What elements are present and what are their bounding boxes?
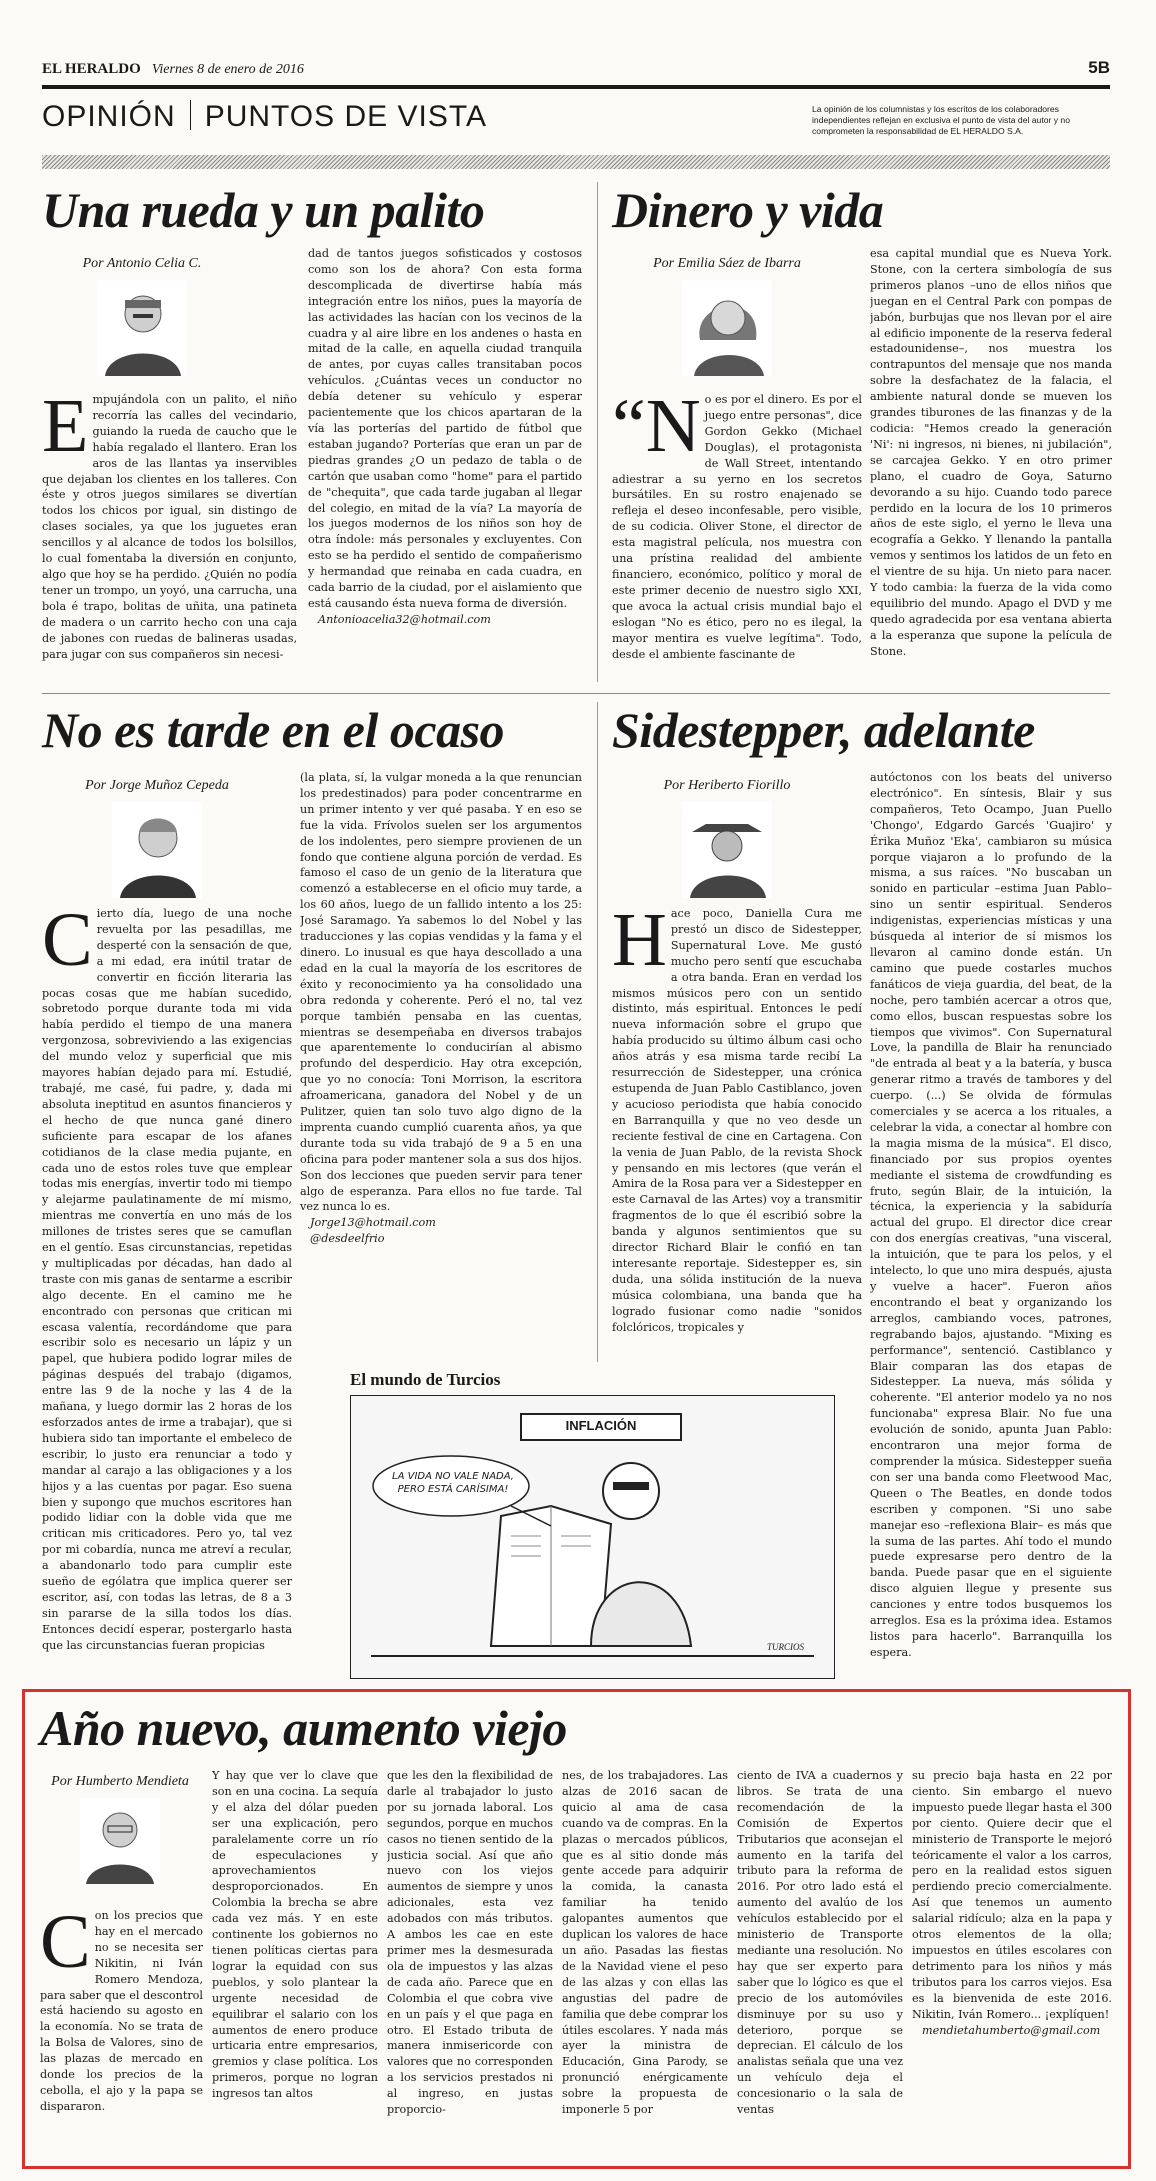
article-sidestepper: [612, 702, 1112, 762]
drop-cap: C: [42, 906, 93, 982]
page-number: 5B: [1088, 58, 1110, 77]
article-body: que les den la flexibilidad de darle al trabajador lo justo por su jornada laboral. Los segundos, porque en muchos casos no tienen sentido de la justicia social. Así que año nuevo con los viejos aumentos de siempre y unos adicionales, esta vez adobados con más tributos. A ambos les cae en este primer mes la desmesurada ola de impuestos y las alzas de cada año. Parece que en Colombia el que cobra vive en un país y el que paga en otro. El Estado tributa de manera inmisericorde con valores que no corresponden a los servicios prestados ni al ingreso, en justas proporcio-: [387, 1769, 553, 2117]
cartoon-sign: INFLACIÓN: [565, 1418, 637, 1433]
section-name: OPINIÓN: [42, 100, 176, 133]
article-body: ierto día, luego de una noche revuelta por las pesadillas, me desperté con la sensación de que, a mi edad, era inútil tratar de convertir en ficción literaria las pocas cosas que me habían sucedido, sobretodo porque durante toda mi vida había perdido el tiempo de una manera vergonzosa, sobreviviendo a las exigencias del mundo veloz y superficial que mis mayores habían dejado para mí. Estudié, trabajé, me casé, fui padre, y, dada mi absoluta ineptitud en asuntos financieros y el hecho de que nunca gané dinero suficiente para escapar de los afanes cotidianos de la clase media pujante, en cada uno de estos roles tuve que emplear todas mis energías, invertir todo mi tiempo y alejarme paulatinamente de mí mismo, mientras me convertía en uno más de los millones de tristes seres que se camuflan en el gentío. Esas circunstancias, repetidas y multiplicadas por décadas, han dado al traste con mis ganas de sentarme a escribir algo decente. En el camino me he encontrado con personas que critican mi escasa valentía, recordándome que para escribir solo es necesario un lápiz y un papel, que hubiera podido lograr miles de páginas después del trabajo (digamos, entre las 9 de la noche y las 4 de la mañana, y luego dormir las 2 horas de los esforzados antes de irme a trabajar), que si hubiera sido tan importante el embeleco de escribir, lo justo era renunciar a todo y mandar al carajo a las obligaciones y a los hijos y a las cuentas por pagar. Eso suena bien y supongo que muchos escritores han podido lidiar con la doble vida que me critican mis criticadores. Pero yo, tal vez por mi cobardía, nunca me atreví a recular, a abandonarlo todo para cumplir este sueño de ególatra que implica querer ser escritor, así, con todas las letras, de 8 a 3 sin pararse de la silla todos los días. Entonces decidí esperar, postergarlo hasta que las circunstancias fueran propicias: [42, 907, 292, 1652]
article-no-es-tarde: [42, 702, 582, 762]
article-body: ace poco, Daniella Cura me prestó un disco de Sidestepper, Supernatural Love. Me gustó mucho pero sentí que escuchaba a otra banda. Eran en verdad los mismos músicos pero con un sentido distinto, más espiritual. Entonces le pedí nueva información sobre el grupo que había producido su último álbum casi ocho años atrás y esa misma tarde recibí La resurrección de Sidestepper, una crónica estupenda de Juan Pablo Castiblanco, joven y acucioso periodista que había conocido en Barranquilla y que no veo desde un reciente festival de cine en Cartagena. Con la venia de Juan Pablo, de la revista Shock y pensando en mis lectores (que verán el Amira de la Rosa para ver a Sidestepper en este Carnaval de las Artes) voy a transmitir fragmentos de lo que él escribió sobre la banda y algunos sentimientos que su director Richard Blair le confió en tan interesante reportaje. Sidestepper es, sin duda, una sólida institución de la nueva música colombiana, una banda que ha logrado fusionar como nadie "sonidos folclóricos, tropicales y: [612, 907, 862, 1334]
article-column: [308, 246, 582, 682]
article-ano-nuevo: [40, 1700, 740, 1760]
issue-date: Viernes 8 de enero de 2016: [151, 62, 304, 77]
article-body: (la plata, sí, la vulgar moneda a la que renuncian los predestinados) para poder concentrarme en un primer intento y ver qué pasaba. Y en eso se fue la vida. Frívolos suelen ser los argumentos de los indolentes, pero siempre provienen de un fondo que contiene alguna porción de verdad. Es famoso el caso de un genio de la literatura que comenzó a establecerse en el oficio muy tarde, a los 60 años, luego de un fallido intento a los 25: José Saramago. Ya sabemos lo del Nobel y las traducciones y las copias vendidas y la fama y el dinero. Lo inusual es que haya descollado a una edad en la cual la mayoría de los escritores de éxito y reconocimiento ya ha consolidado una obra redonda y coherente. Peró el no, tal vez porque también pensaba en las cuentas, mientras se desempeñaba en diversos trabajos que aparentemente lo conducirían al abismo profundo del desperdicio. Hay otra excepción, que yo no conocía: Toni Morrison, la escritora afroamericana, ganadora del Nobel y de un Pulitzer, quien tan solo tuvo algo digno de la imprenta cuando cumplió cuarenta años, ya que durante toda su vida trabajó de 9 a 5 en una oficina para poder mantener sola a sus dos hijos. Son dos lecciones que pueden servir para tener algo de esperanza. Para ellos no fue tarde. Tal vez nunca lo es.: [300, 771, 582, 1214]
cartoon-title: El mundo de Turcios: [350, 1370, 501, 1389]
byline-block: [42, 770, 272, 898]
editorial-cartoon: [350, 1395, 835, 1679]
masthead: [42, 58, 1110, 82]
article-title: No es tarde en el ocaso: [42, 702, 505, 758]
author-photo: [682, 280, 772, 376]
article-column: [300, 770, 582, 1360]
article-title: Una rueda y un palito: [42, 182, 485, 238]
article-column: [387, 1768, 553, 2160]
article-body: Y hay que ver lo clave que son en una cocina. La sequía y el alza del dólar pueden ser una explicación, pero paralelamente corre un río de especulaciones y aprovechamientos desproporcionados. En Colombia la brecha se abre cada vez más. Y en este continente los gobiernos no tienen políticas ciertas para lograr la equidad con sus pueblos, y solo plantear la urgente necesidad de equilibrar el salario con los aumentos de enero produce urticaria entre empresarios, gremios y clase política. Los primeros, porque no logran ingresos tan altos: [212, 1769, 378, 2101]
section-heading: [42, 100, 487, 140]
author-email: Antonioacelia32@hotmail.com: [318, 612, 491, 626]
article-body: esa capital mundial que es Nueva York. Stone, con la certera simbología de sus primeros planos –uno de ellos niños que juegan en el Central Park con pompas de jabón, burbujas que nos llevan por el aire al edificio imponente de la reserva federal estadounidense–, nos muestra los contrapuntos del mensaje que nos manda sobre la desfachatez de la falacia, el ambiente natural donde se mueven los grandes tiburones de las finanzas y de la codicia: "Hemos creado la generación 'Ni': ni ingresos, ni bienes, ni jubilación", se carcajea Gekko. Y en otro primer plano, el cuadro de Goya, Saturno devorando a su hijo. Cuando todo parece perdido en la locura de los 10 primeros años de este siglo, el yerno le lleva una ecografía a Gekko. Y llenando la pantalla vemos y sentimos los latidos de un feto en el vientre de su hija. Un nieto para nacer. Y todo cambia: la fuerza de la vida como equilibrio del mundo. Apago el DVD y me quedo agradecida por esa ventana abierta a la esperanza que supone la película de Stone.: [870, 247, 1112, 658]
subsection-name: PUNTOS DE VISTA: [204, 100, 487, 133]
article-body: o es por el dinero. Es por el juego entre personas", dice Gordon Gekko (Michael Douglas), el protagonista de Wall Street, intentando adiestrar a su yerno en los secretos bursátiles. En su rostro enajenado se refleja el deseo inconfesable, pero visible, de su codicia. Oliver Stone, el director de esta magistral película, nos muestra con una prístina realidad del ambiente financiero, económico, político y moral de este primer decenio de nuestro siglo XXI, que avoca la actual crisis mundial bajo el eslogan "No es ético, pero no es ilegal, la mayor mentira es vuelve legítima". Todo, desde el ambiente fascinante de: [612, 393, 862, 661]
article-column: [212, 1768, 378, 2160]
article-body: on los precios que hay en el mercado no se necesita ser Nikitin, ni Iván Romero Mendoza, para saber que el descontrol está haciendo su agosto en la economía. No se trata de la Bolsa de Valores, sino de las plazas de mercado en donde los precios de la cebolla, el ajo y la papa se dispararon.: [40, 1909, 203, 2113]
article-column: [912, 1768, 1112, 2160]
article-column: [737, 1768, 903, 2160]
article-column: [562, 1768, 728, 2160]
author-photo: [80, 1798, 160, 1884]
section-divider: [42, 693, 1110, 694]
article-column: [40, 1908, 203, 2158]
column-divider: [597, 182, 598, 682]
decorative-hatch-band: [42, 155, 1110, 169]
cartoon-signature: TURCIOS: [766, 1642, 804, 1652]
author-photo: [682, 802, 772, 898]
drop-cap: E: [42, 392, 89, 468]
header-rule: [42, 85, 1110, 89]
drop-cap: “N: [612, 392, 701, 468]
article-body: ciento de IVA a cuadernos y libros. Se trata de una recomendación de la Comisión de Expertos Tributarios que aconsejan el aumento en la tarifa del tributo para la reforma de 2016. Por otro lado está el aumento del avalúo de los vehículos establecido por el ministerio de Transporte mediante una resolución. No hay que ser experto para saber que lo lógico es que el precio de los automóviles disminuye por su uso y deterioro, porque se deprecian. El cálculo de los analistas señala que una vez un vehículo deja el concesionario o la sala de ventas: [737, 1769, 903, 2117]
article-body: su precio baja hasta en 22 por ciento. Sin embargo el nuevo impuesto puede llegar hasta el 300 por ciento. Quiere decir que el ministerio de Transporte le mejoró teóricamente el valor a los carros, pero en la realidad estos siguen perdiendo precio comercialmente. Así que tenemos un aumento salarial ridículo; alza en la papa y otros elementos de la olla; impuestos en útiles escolares con detrimento para los niños y más tributos para los carros viejos. Esa es la bienvenida de este 2016. Nikitin, Iván Romero... ¡explíquen!: [912, 1769, 1112, 2021]
article-author: Por Emilia Sáez de Ibarra: [653, 256, 801, 271]
author-photo: [97, 280, 187, 376]
article-author: Por Humberto Mendieta: [51, 1774, 189, 1789]
disclaimer: La opinión de los columnistas y los escritos de los colaboradores independientes reflejan en exclusiva el punto de vista del autor y no comprometen la responsabilidad de EL HERALDO S.A.: [812, 104, 1070, 136]
article-column: [612, 392, 862, 684]
newspaper-name: EL HERALDO: [42, 61, 141, 77]
author-photo: [112, 802, 202, 898]
article-author: Por Jorge Muñoz Cepeda: [85, 778, 229, 793]
article-body: autóctonos con los beats del universo electrónico". En síntesis, Blair y sus compañeros, Teto Ocampo, Juan Puello 'Chongo', Edgardo Garcés 'Guajiro' y Érika Muñoz 'Eka', cambiaron su música porque viajaron a lo profundo de la misma, a sus raíces. "No buscaban un sonido en particular –estima Juan Pablo– sino un sentir espiritual. Senderos indigenistas, experiencias místicas y una búsqueda al interior de sí mismos los llevaron al camino donde están. Un camino que puede costarles muchos fanáticos de vieja guardia, del beat, de la noche, pero también acercar a otros que, como ellos, buscan respuestas sobre los tiempos que vivimos". Con Supernatural Love, la pandilla de Blair ha renunciado "de entrada al beat y a la batería, y busca generar ritmo a través de tambores y del cuerpo. (...) Se olvida de fórmulas comerciales y se acerca a los rituales, a celebrar la vida, a conectar al hombre con la magia misma de la música". El disco, financiado por sus propios oyentes mediante el sistema de crowdfunding es fruto, según Blair, de la intuición, la técnica, la experiencia y la sabiduría actual del grupo. El director dice crear con dos energías creativas, "una visceral, la intuición, que te para los pelos, y el intelecto, lo que uno mira después, ajusta y vuelve a hacer". Fueron años encontrando el beat y organizando los arreglos, cambiando voces, patrones, regrabando bajos, ajustando. "Mixing es performance", sentenció. Castiblanco y Blair comparan las dos etapas de Sidestepper. La nueva, más sólida y coherente. "El anterior modelo ya no nos funcionaba" expresa Blair. No fue una evolución de sonido, apunta Juan Pablo: encontraron una mejor forma de comprender la música. Sidestepper sueña con ser una banda como Fleetwood Mac, Queen o The Beatles, en donde todos escriben y componen. "Si uno sabe manejar eso –reflexiona Blair– es más que la suma de las partes. Ahí todo el mundo puede expresarse pero dentro de la banda. Puede pasar que en el siguiente disco alguien llegue y presente sus canciones y entre todos busquemos los arreglos. Esa es la próxima idea. Estamos listos para hacerlo". Barranquilla los espera.: [870, 771, 1112, 1659]
author-email: mendietahumberto@gmail.com: [922, 2023, 1101, 2037]
article-title: Dinero y vida: [612, 182, 884, 238]
article-column: [870, 246, 1112, 684]
cartoon-illustration: [351, 1396, 834, 1678]
article-column: [42, 392, 297, 684]
article-author: Por Antonio Celia C.: [82, 256, 202, 271]
article-column: [612, 906, 862, 1362]
byline-block: [40, 1766, 200, 1884]
article-column: [42, 906, 292, 1682]
cartoon-speech-bubble: LA VIDA NO VALE NADA, PERO ESTÁ CARÍSIMA!: [392, 1471, 514, 1495]
drop-cap: H: [612, 906, 667, 982]
section-divider: [190, 100, 191, 130]
author-handle: @desdeelfrio: [310, 1232, 385, 1246]
byline-block: [612, 770, 842, 898]
article-column: [870, 770, 1112, 1678]
article-body: nes, de los trabajadores. Las alzas de 2016 sacan de quicio al ama de casa cuando va de compras. En la plazas o mercados públicos, que es al sitio donde más gente accede para adquirir la comida, la canasta familiar ha tenido galopantes aumentos que duplican los valores de hace un año. Pasadas las fiestas de la Navidad viene el peso de las alzas y con ellas las angustias del padre de familia que debe comprar los útiles escolares. Y nada más ayer la ministra de Educación, Gina Parody, se pronunció enérgicamente sobre la propuesta de imponerle 5 por: [562, 1769, 728, 2117]
article-body: mpujándola con un palito, el niño recorría las calles del vecindario, guiando la rueda de caucho que le había regalado el llantero. Eran los aros de las llantas ya inservibles que dejaban los clientes en los talleres. Con éste y otros juegos similares se divertían todos los chicos por igual, sin distingo de clases sociales, ya que los juguetes eran sencillos y al alcance de todos los bolsillos, lo cual fomentaba la diversión en conjunto, algo que hoy se ha perdido. ¿Quién no podía tener un trompo, un yoyó, una carrucha, una bola é trapo, bolitas de uñita, una patineta de madera o un carrito hecho con una caja de jabones con ruedas de balineras usadas, para jugar con sus compañeros sin necesi-: [42, 393, 297, 661]
drop-cap: C: [40, 1908, 91, 1984]
author-email: Jorge13@hotmail.com: [310, 1216, 436, 1230]
article-title: Sidestepper, adelante: [612, 702, 1035, 758]
article-title: Año nuevo, aumento viejo: [40, 1700, 567, 1756]
article-body: dad de tantos juegos sofisticados y costosos como son los de ahora? Con esta forma descomplicada de divertirse había más integración entre los niños, pues la mayoría de las actividades las hacían con los vecinos de la cuadra y al aire libre en los andenes o hasta en mitad de la calle, en aquella ciudad tranquila de antes, por cuyas calles transitaban pocos vehículos. ¿Cuántas veces un conductor no debía detener su vehículo y esperar pacientemente que los chicos apartaran de la vía las porterías del partido de fútbol que estaban jugando? Porterías que eran un par de piedras grandes ¿O un pedazo de tabla o de cartón que usaban como "home" para el partido de "chequita", que cada tarde jugaban al llegar del colegio, en mitad de la vía? La mayoría de los juegos modernos de los niños son hoy de otra índole: más personales y excluyentes. Con esto se ha perdido el sentido de compañerismo y hermandad que reinaba en cada cuadra, en cada barrio de la ciudad, por el aislamiento que está causando ésta nueva forma de diversión.: [308, 247, 582, 610]
column-divider: [597, 702, 598, 1362]
article-author: Por Heriberto Fiorillo: [663, 778, 791, 793]
